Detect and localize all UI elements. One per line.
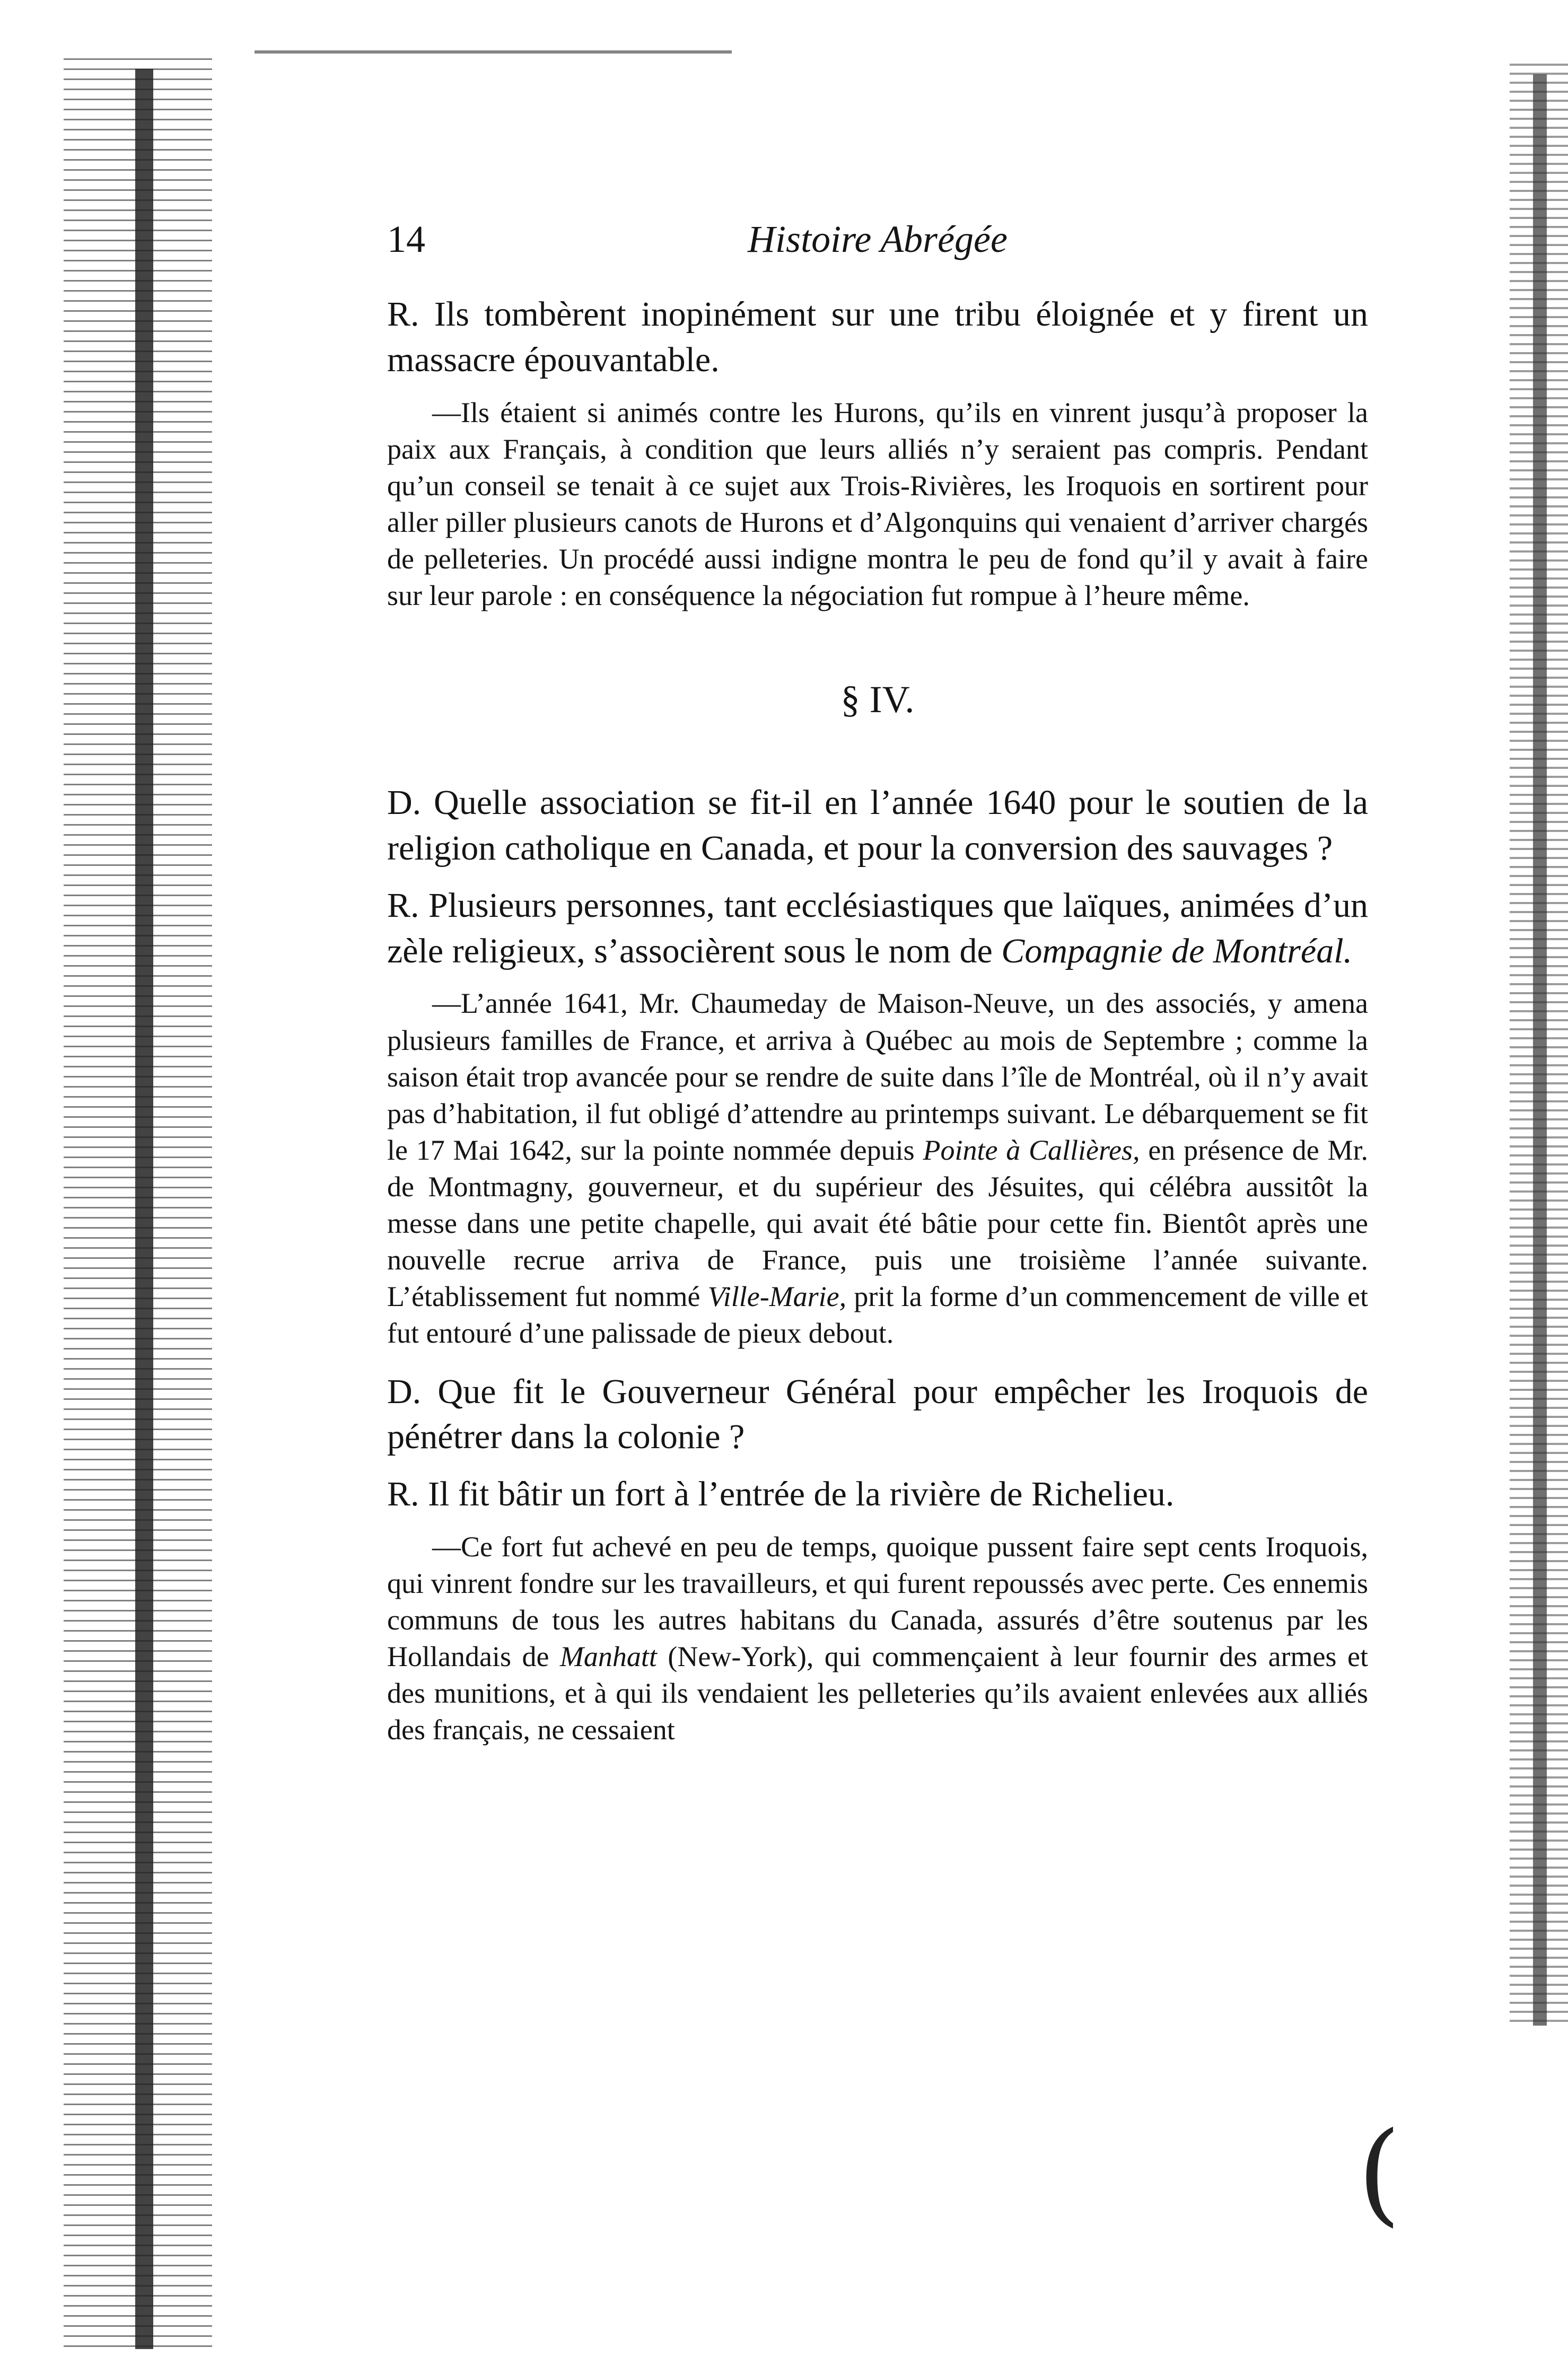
note-text: en présence de Mr. de Montmagny, gouverneur, et du supérieur des Jésuites, qui célébra aussitôt la messe dans une petite chapelle, qui avait été bâtie pour cette fin. Bientôt après une nouvelle recrue arriva de France, puis une troisième l’année suivante. L’établissement fut nommé: [387, 1134, 1369, 1313]
book-page: [387, 212, 1368, 1766]
place-name-ville-marie: Ville-Marie,: [707, 1281, 847, 1313]
answer-paragraph-3: R. Il fit bâtir un fort à l’entrée de la rivière de Richelieu.: [387, 1475, 1175, 1514]
margin-bracket-mark: (: [1357, 2108, 1401, 2238]
answer-paragraph-2: [387, 883, 1368, 974]
page-number: 14: [387, 218, 425, 260]
company-name: Compagnie de Montréal.: [1001, 931, 1353, 970]
running-title: Histoire Abrégée: [748, 218, 1008, 260]
note-paragraph-2: [387, 985, 1368, 1352]
section-heading: § IV.: [840, 678, 915, 721]
note-text: —L’année 1641, Mr. Chaumeday de Maison-Neuve, un des associés, y amena plusieurs familles de France, et arriva à Québec au mois de Septembre ; comme la saison était trop avancée pour se rendre de suite dans l’île de Montréal, où il n’y avait pas d’habitation, il fut obligé d’attendre au printemps suivant. Le débarquement se fit le 17 Mai 1642, sur la pointe nommée depuis: [387, 987, 1368, 1166]
scan-left-binding-shadow: [135, 69, 153, 2349]
note-text: (New-York), qui commençaient à leur fournir des armes et des munitions, et à qui ils vendaient les pelleteries qu’ils avaient enlevées aux alliés des français, ne cessaient: [387, 1641, 1368, 1746]
scan-top-edge-mark: [255, 50, 732, 54]
note-paragraph-3: [387, 1529, 1368, 1749]
question-paragraph-1: D. Quelle association se fit-il en l’année 1640 pour le soutien de la religion catholique en Canada, et pour la conversion des sauvages ?: [387, 783, 1368, 868]
place-name-manhatt: Manhatt: [559, 1641, 657, 1673]
scan-right-binding-shadow: [1533, 74, 1547, 2026]
note-text: —Ce fort fut achevé en peu de temps, quoique pussent faire sept cents Iroquois, qui vinrent fondre sur les travailleurs, et qui furent repoussés avec perte. Ces ennemis communs de tous les autres habitans du Canada, assurés d’être soutenus par les Hollandais de: [387, 1530, 1368, 1673]
note-text: prit la forme d’un commencement de ville et fut entouré d’une palissade de pieux debout.: [387, 1281, 1369, 1350]
note-paragraph-1: —Ils étaient si animés contre les Hurons, qu’ils en vinrent jusqu’à proposer la paix aux Français, à condition que leurs alliés n’y seraient pas compris. Pendant qu’un conseil se tenait à ce sujet aux Trois-Rivières, les Iroquois en sortirent pour aller piller plusieurs canots de Hurons et d’Algonquins qui venaient d’arriver chargés de pelleteries. Un procédé aussi indigne montra le peu de fond qu’il y avait à faire sur leur parole : en conséquence la négociation fut rompue à l’heure même.: [387, 396, 1368, 612]
question-paragraph-2: D. Que fit le Gouverneur Général pour empêcher les Iroquois de pénétrer dans la colonie ?: [387, 1372, 1368, 1457]
answer-text: R. Plusieurs personnes, tant ecclésiastiques que laïques, animées d’un zèle religieux, s’associèrent sous le nom de: [387, 886, 1368, 970]
answer-paragraph-1: R. Ils tombèrent inopinément sur une tribu éloignée et y firent un massacre épouvantable.: [387, 295, 1368, 379]
place-name-pointe: Pointe à Callières,: [923, 1134, 1140, 1166]
running-head: [387, 212, 1368, 270]
